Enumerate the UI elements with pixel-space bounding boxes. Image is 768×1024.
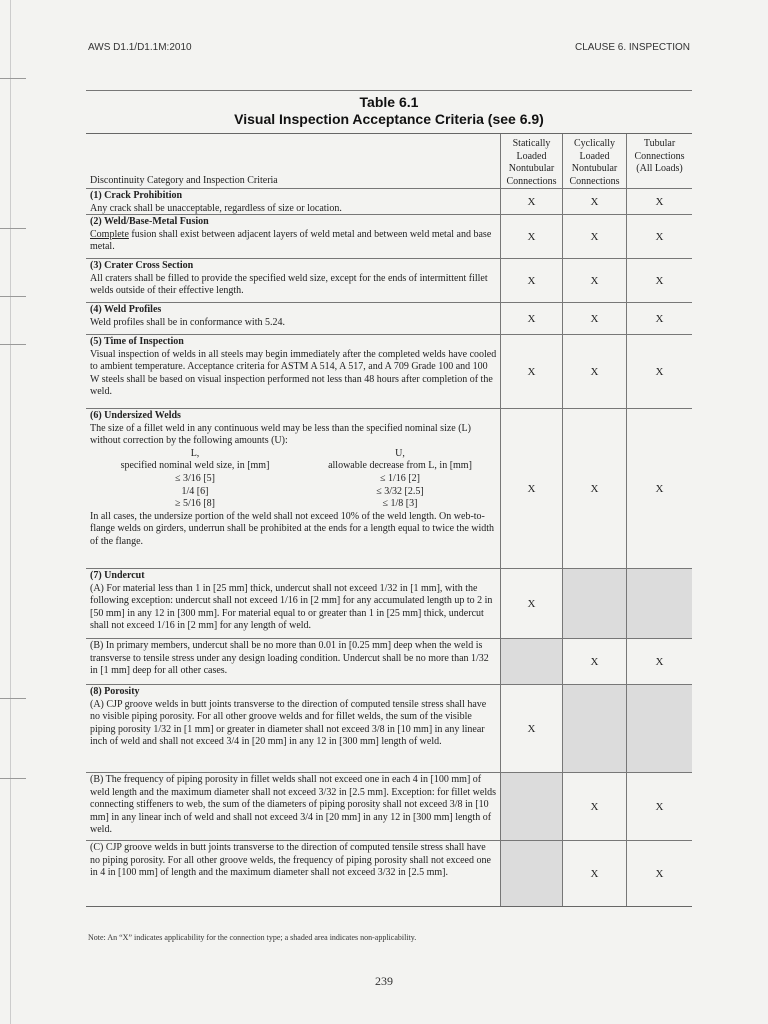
criteria-cell	[86, 188, 500, 214]
applicability-mark: X	[626, 188, 692, 214]
criteria-text: (C) CJP groove welds in butt joints transverse to the direction of computed tensile stress shall have no piping porosity. For all other groove welds, the frequency of piping porosity shall not exceed one in 4 in [100 mm] of length and the maximum diameter shall not exceed 3/32 in [2.5 mm].	[90, 842, 491, 879]
criteria-text: Weld profiles shall be in conformance with 5.24.	[90, 316, 285, 328]
applicability-mark: X	[626, 214, 692, 258]
criteria-text: All craters shall be filled to provide the specified weld size, except for the ends of intermittent fillet welds outside of their effective length.	[90, 272, 488, 297]
applicability-mark: X	[562, 188, 626, 214]
criteria-title: (7) Undercut	[90, 570, 145, 581]
applicability-mark: X	[626, 334, 692, 408]
header-statically-loaded: Statically Loaded Nontubular Connections	[500, 134, 562, 188]
title-rule	[86, 90, 692, 91]
applicability-mark: X	[500, 258, 562, 302]
na-shaded-cell	[500, 840, 562, 906]
applicability-mark: X	[626, 638, 692, 684]
sub-head: U,	[395, 447, 405, 459]
running-header-left: AWS D1.1/D1.1M:2010	[88, 42, 192, 53]
applicability-mark: X	[500, 302, 562, 334]
header-cyclically-loaded: Cyclically Loaded Nontubular Connections	[562, 134, 626, 188]
sub-cell: 1/4 [6]	[181, 485, 209, 497]
criteria-title: (4) Weld Profiles	[90, 304, 162, 315]
applicability-mark: X	[626, 840, 692, 906]
na-shaded-cell	[562, 684, 626, 772]
sub-cell: ≤ 1/16 [2]	[380, 472, 420, 484]
criteria-title: (1) Crack Prohibition	[90, 190, 183, 201]
table-note: Note: An “X” indicates applicability for the connection type; a shaded area indicates non-applicability.	[88, 933, 417, 942]
acceptance-table	[86, 133, 692, 907]
criteria-cell	[86, 840, 500, 906]
criteria-text: (B) The frequency of piping porosity in fillet welds shall not exceed one in each 4 in [100 mm] of weld length and the maximum diameter shall not exceed 3/32 in [2.5 mm]. Exception: for fillet welds connecting stiffeners to web, the sum of the diameters of piping porosity shall not exceed 3/8 in [10 mm] in any linear inch of weld and shall not exceed 3/4 in [20 mm] in any 12 in [300 mm] length of weld.	[90, 774, 497, 836]
applicability-mark: X	[562, 638, 626, 684]
criteria-text: (B) In primary members, undercut shall be no more than 0.01 in [0.25 mm] deep when the weld is transverse to tensile stress under any design loading condition. Undercut shall be no more than 1/32 in [1 mm] deep for all other cases.	[90, 640, 489, 677]
applicability-mark: X	[562, 840, 626, 906]
criteria-title: (6) Undersized Welds	[90, 410, 181, 421]
applicability-mark: X	[562, 334, 626, 408]
running-header-right: CLAUSE 6. INSPECTION	[574, 42, 690, 53]
criteria-text: (A) CJP groove welds in butt joints transverse to the direction of computed tensile stress shall have no visible piping porosity. For all other groove welds and for fillet welds, the sum of the visible piping porosity 1/32 in [1 mm] or greater in diameter shall not exceed 3/8 in [10 mm] in any linear inch of weld and shall not exceed 3/4 in [20 mm] in any 12 in [300 mm] length of weld.	[90, 698, 487, 748]
applicability-mark: X	[626, 772, 692, 840]
criteria-lead: Complete	[90, 228, 129, 240]
criteria-title: (3) Crater Cross Section	[90, 260, 194, 271]
scan-mark	[0, 344, 26, 345]
criteria-cell	[86, 638, 500, 684]
criteria-text: The size of a fillet weld in any continuous weld may be less than the specified nominal size (L) without correction by the following amounts (U):	[90, 422, 471, 447]
applicability-mark: X	[562, 302, 626, 334]
criteria-title: (5) Time of Inspection	[90, 336, 184, 347]
criteria-cell	[86, 772, 500, 840]
criteria-text-continued: In all cases, the undersize portion of the weld shall not exceed 10% of the weld length. On web-to-flange welds on girders, underrun shall be prohibited at the ends for a length equal to twice the width of the flange.	[90, 510, 495, 547]
criteria-text: Any crack shall be unacceptable, regardless of size or location.	[90, 202, 342, 214]
applicability-mark: X	[562, 408, 626, 568]
criteria-cell	[86, 408, 500, 568]
applicability-mark: X	[626, 258, 692, 302]
applicability-mark: X	[626, 302, 692, 334]
applicability-mark: X	[500, 408, 562, 568]
criteria-title: (2) Weld/Base-Metal Fusion	[90, 216, 209, 227]
na-shaded-cell	[626, 568, 692, 638]
table-number: Table 6.1	[359, 94, 419, 110]
scan-mark	[0, 778, 26, 779]
criteria-text: fusion shall exist between adjacent layers of weld metal and between weld metal and base metal.	[90, 228, 492, 253]
applicability-mark: X	[500, 568, 562, 638]
na-shaded-cell	[500, 638, 562, 684]
criteria-cell	[86, 334, 500, 408]
criteria-title: (8) Porosity	[90, 686, 140, 697]
na-shaded-cell	[500, 772, 562, 840]
applicability-mark: X	[562, 258, 626, 302]
scan-mark	[0, 296, 26, 297]
criteria-cell	[86, 568, 500, 638]
header-tubular: Tubular Connections (All Loads)	[626, 134, 692, 188]
applicability-mark: X	[500, 334, 562, 408]
na-shaded-cell	[562, 568, 626, 638]
sub-cell: ≤ 3/16 [5]	[175, 472, 215, 484]
applicability-mark: X	[500, 684, 562, 772]
sub-cell: ≥ 5/16 [8]	[175, 498, 215, 510]
page-number: 239	[375, 974, 393, 988]
sub-head: specified nominal weld size, in [mm]	[120, 460, 270, 472]
applicability-mark: X	[626, 408, 692, 568]
applicability-mark: X	[500, 214, 562, 258]
applicability-mark: X	[562, 214, 626, 258]
table-title: Visual Inspection Acceptance Criteria (see 6.9)	[234, 111, 544, 127]
sub-cell: ≤ 3/32 [2.5]	[376, 485, 424, 497]
sub-cell: ≤ 1/8 [3]	[382, 498, 418, 510]
scan-mark	[0, 698, 26, 699]
scan-mark	[0, 228, 26, 229]
scan-mark	[0, 78, 26, 79]
criteria-text: Visual inspection of welds in all steels may begin immediately after the completed welds have cooled to ambient temperature. Acceptance criteria for ASTM A 514, A 517, and A 709 Grade 100 and 100 W steels shall be based on visual inspection performed not less than 48 hours after completion of the weld.	[90, 348, 497, 398]
criteria-cell	[86, 302, 500, 334]
na-shaded-cell	[626, 684, 692, 772]
sub-head: allowable decrease from L, in [mm]	[328, 460, 472, 472]
header-category: Discontinuity Category and Inspection Criteria	[90, 175, 278, 186]
criteria-cell	[86, 214, 500, 258]
sub-head: L,	[190, 447, 200, 459]
applicability-mark: X	[562, 772, 626, 840]
applicability-mark: X	[500, 188, 562, 214]
undersize-subtable	[90, 448, 498, 511]
scan-edge	[10, 0, 11, 1024]
criteria-text: (A) For material less than 1 in [25 mm] thick, undercut shall not exceed 1/32 in [1 mm], with the following exception: undercut shall not exceed 1/16 in [2 mm] for any accumulated length up to 2 in [50 mm] in any 12 in [300 mm]. For material equal to or greater than 1 in [25 mm] thick, undercut shall not exceed 1/16 in [2 mm] for any length of weld.	[90, 582, 493, 632]
criteria-cell	[86, 258, 500, 302]
criteria-cell	[86, 684, 500, 772]
